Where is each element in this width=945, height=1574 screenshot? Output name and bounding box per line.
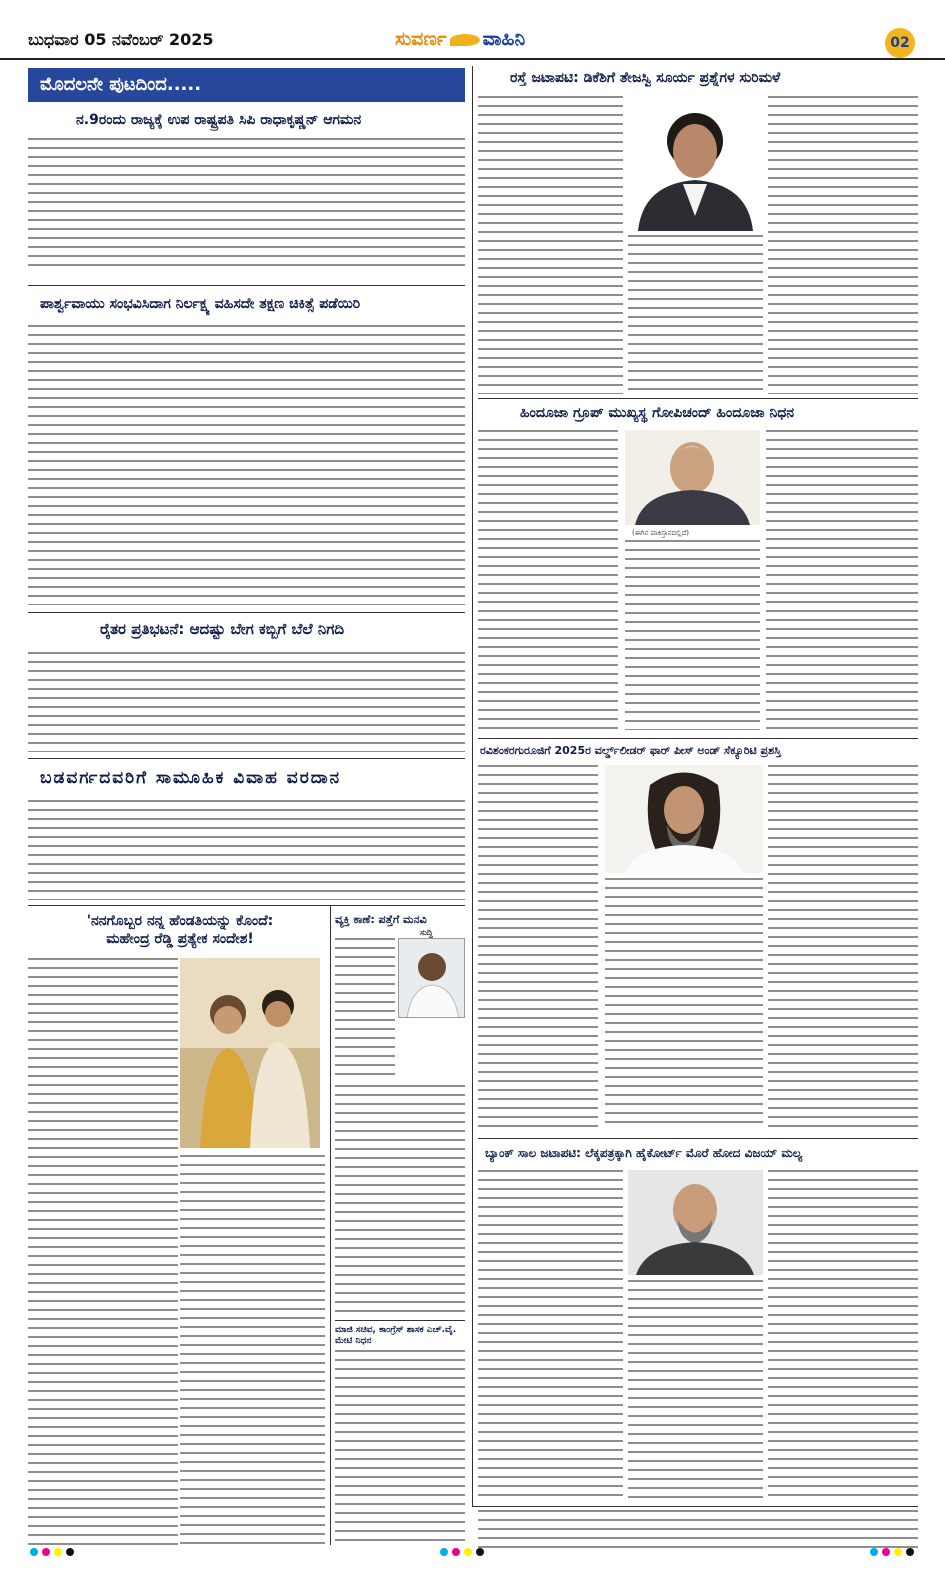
body-road-col2 bbox=[628, 235, 763, 394]
body-hinduja-col2 bbox=[625, 540, 760, 730]
ravishankar-image bbox=[605, 765, 763, 873]
registration-marks-center bbox=[440, 1548, 484, 1558]
headline-vp-visit: ನ.9ರಂದು ರಾಜ್ಯಕ್ಕೆ ಉಪ ರಾಷ್ಟ್ರಪತಿ ಸಿಪಿ ರಾಧಾಕೃಷ್ಣನ್ ಆಗಮನ bbox=[76, 112, 362, 128]
body-ravishankar-col1 bbox=[478, 765, 598, 1130]
divider bbox=[28, 905, 465, 906]
headline-hinduja: ಹಿಂದೂಜಾ ಗ್ರೂಪ್ ಮುಖ್ಯಸ್ಥ ಗೋಪಿಚಂದ್ ಹಿಂದೂಜಾ ನಿಧನ bbox=[520, 405, 795, 421]
body-missing bbox=[335, 1085, 465, 1315]
headline-former-minister: ಮಾಜಿ ಸಚಿವ, ಕಾಂಗ್ರೆಸ್ ಶಾಸಕ ಎಚ್.ವೈ. ಮೇಟಿ ನಿಧನ bbox=[335, 1325, 457, 1347]
headline-mahendra bbox=[40, 913, 320, 948]
newspaper-logo bbox=[395, 28, 525, 50]
page-number-badge: 02 bbox=[885, 28, 915, 58]
divider bbox=[28, 612, 465, 613]
divider bbox=[478, 398, 918, 399]
tejasvi-surya-image bbox=[628, 96, 763, 231]
photo-couple bbox=[180, 958, 320, 1148]
headline-mass-marriage: ಬಡವರ್ಗದವರಿಗೆ ಸಾಮೂಹಿಕ ವಿವಾಹ ವರದಾನ bbox=[40, 768, 342, 788]
body-road-col1 bbox=[478, 96, 623, 394]
body-farmers-protest bbox=[28, 652, 465, 752]
body-missing-col bbox=[335, 938, 395, 1078]
missing-person-image bbox=[399, 939, 465, 1018]
masthead bbox=[0, 0, 945, 60]
section-band: ಮೊದಲನೇ ಪುಟದಿಂದ..... bbox=[28, 68, 465, 102]
photo-hinduja bbox=[625, 430, 760, 525]
photo-mallya bbox=[628, 1170, 763, 1275]
headline-mallya: ಬ್ಯಾಂಕ್ ಸಾಲ ಜಟಾಪಟಿ: ಲೆಕ್ಕಪತ್ರಕ್ಕಾಗಿ ಹೈಕೋರ್ಟ್ ಮೊರೆ ಹೋದ ವಿಜಯ್ ಮಲ್ಯ bbox=[485, 1146, 803, 1160]
gopichand-hinduja-image bbox=[625, 430, 760, 525]
photo-ravishankar bbox=[605, 765, 763, 873]
body-ravishankar-col2 bbox=[605, 878, 763, 1130]
body-road-col3 bbox=[768, 96, 918, 394]
body-hinduja-col3 bbox=[766, 430, 918, 730]
body-bottom-wide bbox=[478, 1510, 918, 1548]
registration-marks-right bbox=[870, 1548, 914, 1558]
vijay-mallya-image bbox=[628, 1170, 763, 1275]
caption-hinduja: (ಈಗಿನ ಪಾಕಿಸ್ತಾನದಲ್ಲಿದೆ) bbox=[632, 529, 690, 537]
body-mass-marriage bbox=[28, 800, 465, 900]
divider bbox=[472, 1506, 918, 1507]
headline-ravishankar: ರವಿಶಂಕರಗುರೂಜಿಗೆ 2025ರ ವರ್ಲ್ಡ್‌ಲೀಡರ್ ಫಾರ್ ಪೀಸ್ ಅಂಡ್ ಸೆಕ್ಯೂರಿಟಿ ಪ್ರಶಸ್ತಿ bbox=[480, 744, 781, 757]
headline-mahendra-line-2: ಮಹೇಂದ್ರ ರೆಡ್ಡಿ ಪ್ರತ್ಯೇಕ ಸಂದೇಶ! bbox=[106, 930, 254, 947]
body-ravishankar-col3 bbox=[768, 765, 918, 1130]
registration-marks-left bbox=[30, 1548, 74, 1558]
missing-photo-label: ಸುದ್ದಿ bbox=[420, 928, 433, 937]
headline-road-clash: ರಸ್ತೆ ಜಟಾಪಟಿ: ಡಿಕೆಶಿಗೆ ತೇಜಸ್ವಿ ಸೂರ್ಯ ಪ್ರಶ್ನೆಗಳ ಸುರಿಮಳೆ bbox=[510, 70, 781, 86]
column-divider bbox=[472, 66, 473, 1506]
body-paralysis bbox=[28, 325, 465, 605]
headline-missing-person: ವ್ಯಕ್ತಿ ಕಾಣೆ: ಪತ್ತೆಗೆ ಮನವಿ bbox=[335, 913, 427, 926]
body-mahendra-col1 bbox=[28, 958, 178, 1548]
couple-image bbox=[180, 958, 320, 1148]
body-mallya-col3 bbox=[768, 1170, 918, 1500]
divider bbox=[28, 758, 465, 759]
divider bbox=[28, 285, 465, 286]
body-mahendra-col2 bbox=[180, 1155, 325, 1548]
body-mallya-col2 bbox=[628, 1280, 763, 1500]
headline-farmers-protest: ರೈತರ ಪ್ರತಿಭಟನೆ: ಆದಷ್ಟು ಬೇಗ ಕಬ್ಬಿಗೆ ಬೆಲೆ ನಿಗದಿ bbox=[100, 620, 345, 638]
headline-mahendra-line-1: 'ನನಗೊಬ್ಬರ ನನ್ನ ಹೆಂಡತಿಯನ್ನು ಕೊಂದೆ: bbox=[86, 913, 274, 929]
divider bbox=[335, 1320, 465, 1321]
body-vp-visit bbox=[28, 138, 465, 273]
headline-paralysis: ಪಾರ್ಶ್ವವಾಯು ಸಂಭವಿಸಿದಾಗ ನಿರ್ಲಕ್ಷ್ಯ ವಹಿಸದೇ ತಕ್ಷಣ ಚಿಕಿತ್ಸೆ ಪಡೆಯಿರಿ bbox=[40, 296, 361, 312]
issue-date: ಬುಧವಾರ 05 ನವೆಂಬರ್ 2025 bbox=[28, 30, 214, 49]
logo-part-2: ವಾಹಿನಿ bbox=[482, 28, 526, 50]
body-mallya-col1 bbox=[478, 1170, 623, 1500]
vertical-divider bbox=[330, 905, 331, 1545]
photo-tejasvi-surya bbox=[628, 96, 763, 231]
logo-leaf-icon bbox=[450, 34, 480, 46]
divider bbox=[478, 738, 918, 739]
body-former-minister bbox=[335, 1350, 465, 1548]
logo-part-1: ಸುವರ್ಣ bbox=[395, 28, 447, 50]
divider bbox=[478, 1138, 918, 1139]
photo-missing-person bbox=[398, 938, 465, 1018]
body-hinduja-col1 bbox=[478, 430, 618, 730]
